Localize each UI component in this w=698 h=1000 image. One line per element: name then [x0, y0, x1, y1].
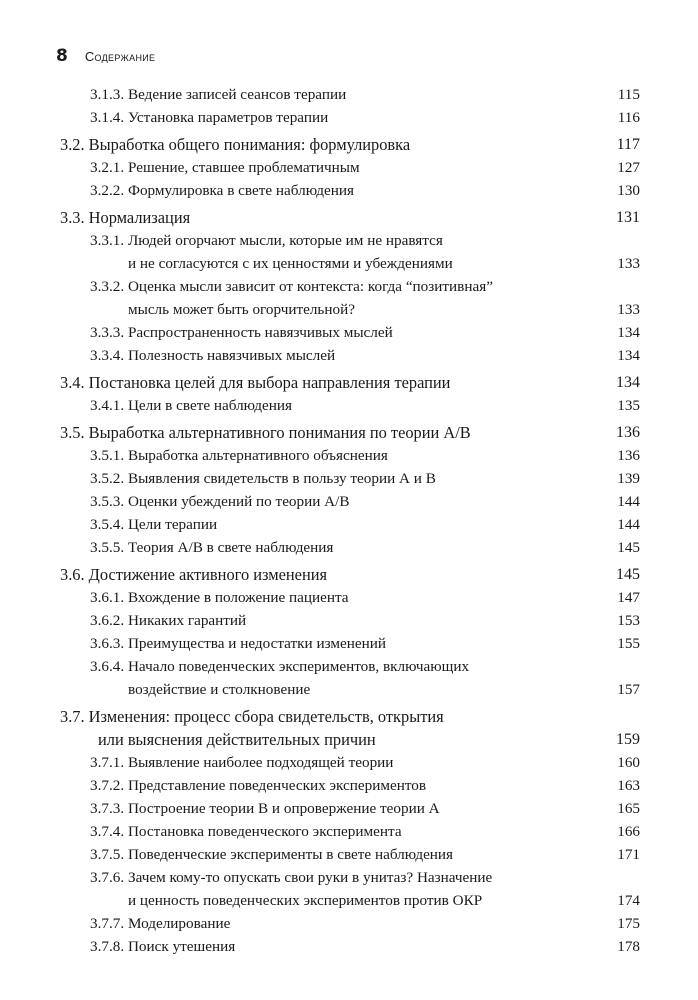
toc-entry-title-line: 3.3.2. Оценка мысли зависит от контекста: когда “позитивная”	[90, 278, 493, 295]
toc-page-number: 153	[617, 612, 640, 629]
toc-subsection-entry	[0, 321, 698, 344]
toc-section-entry	[0, 421, 698, 444]
table-of-contents	[0, 83, 698, 958]
toc-subsection-entry	[0, 866, 698, 912]
toc-page-number: 174	[617, 892, 640, 909]
toc-subsection-entry	[0, 935, 698, 958]
running-head	[56, 46, 155, 66]
toc-entry-title-line: 3.4.1. Цели в свете наблюдения	[90, 397, 292, 414]
toc-subsection-entry	[0, 797, 698, 820]
toc-page-number: 145	[616, 566, 640, 583]
toc-subsection-entry	[0, 513, 698, 536]
toc-entry-title-line: 3.7.5. Поведенческие эксперименты в свете наблюдения	[90, 846, 454, 863]
running-title: Содержание	[84, 49, 156, 64]
toc-entry-title-line: 3.7.2. Представление поведенческих экспериментов	[90, 777, 427, 794]
toc-entry-title-line: и не согласуются с их ценностями и убеждениями	[128, 255, 453, 272]
toc-page-number: 116	[617, 109, 640, 126]
toc-entry-title-line: 3.7. Изменения: процесс сбора свидетельств, открытия	[60, 707, 444, 726]
toc-page-number: 134	[617, 324, 640, 341]
toc-page-number: 175	[617, 915, 640, 932]
toc-page-number: 134	[617, 347, 640, 364]
toc-subsection-entry	[0, 83, 698, 106]
toc-entry-title-line: 3.5. Выработка альтернативного понимания по теории А/В	[60, 423, 471, 442]
toc-entry-title-line: 3.2.1. Решение, ставшее проблематичным	[90, 159, 360, 176]
toc-entry-title-line: 3.2. Выработка общего понимания: формулировка	[60, 135, 411, 154]
page-number: 8	[56, 46, 67, 66]
toc-entry-title-line: 3.7.1. Выявление наиболее подходящей теории	[90, 754, 394, 771]
toc-subsection-entry	[0, 490, 698, 513]
toc-subsection-entry	[0, 655, 698, 701]
toc-page-number: 133	[617, 301, 640, 318]
toc-page-number: 163	[617, 777, 640, 794]
toc-entry-title-line: 3.7.4. Постановка поведенческого эксперимента	[90, 823, 402, 840]
toc-page-number: 155	[617, 635, 640, 652]
toc-subsection-entry	[0, 179, 698, 202]
toc-page-number: 159	[616, 731, 640, 748]
toc-page-number: 130	[617, 182, 640, 199]
toc-entry-title-line: 3.6.1. Вхождение в положение пациента	[90, 589, 349, 606]
toc-subsection-entry	[0, 444, 698, 467]
toc-page-number: 139	[617, 470, 640, 487]
toc-page-number: 145	[617, 539, 640, 556]
toc-section-entry	[0, 206, 698, 229]
toc-entry-title-line: 3.6.2. Никаких гарантий	[90, 612, 247, 629]
toc-page-number: 166	[617, 823, 640, 840]
toc-page-number: 144	[617, 493, 640, 510]
toc-subsection-entry	[0, 820, 698, 843]
toc-entry-title-line: 3.7.7. Моделирование	[90, 915, 231, 932]
toc-subsection-entry	[0, 344, 698, 367]
toc-entry-title-line: 3.6.3. Преимущества и недостатки изменений	[90, 635, 386, 652]
toc-entry-title-line: 3.5.5. Теория А/В в свете наблюдения	[90, 539, 334, 556]
toc-entry-title-line: 3.6.4. Начало поведенческих экспериментов, включающих	[90, 658, 470, 675]
toc-section-entry	[0, 705, 698, 751]
toc-entry-title-line: 3.1.3. Ведение записей сеансов терапии	[90, 86, 347, 103]
toc-section-entry	[0, 133, 698, 156]
toc-entry-title-line: воздействие и столкновение	[128, 681, 311, 698]
toc-entry-title-line: 3.5.1. Выработка альтернативного объяснения	[90, 447, 388, 464]
toc-subsection-entry	[0, 229, 698, 275]
toc-subsection-entry	[0, 536, 698, 559]
toc-page-number: 144	[617, 516, 640, 533]
toc-page-number: 135	[617, 397, 640, 414]
toc-page-number: 127	[617, 159, 640, 176]
toc-entry-title-line: 3.5.2. Выявления свидетельств в пользу теории А и В	[90, 470, 436, 487]
toc-entry-title-line: 3.5.4. Цели терапии	[90, 516, 218, 533]
toc-subsection-entry	[0, 586, 698, 609]
toc-entry-title-line: 3.5.3. Оценки убеждений по теории А/В	[90, 493, 350, 510]
toc-page-number: 136	[616, 424, 640, 441]
toc-entry-title-line: 3.7.3. Построение теории В и опровержение теории А	[90, 800, 440, 817]
toc-entry-title-line: 3.7.6. Зачем кому-то опускать свои руки в унитаз? Назначение	[90, 869, 493, 886]
toc-entry-title-line: мысль может быть огорчительной?	[128, 301, 355, 318]
toc-subsection-entry	[0, 912, 698, 935]
toc-page-number: 160	[617, 754, 640, 771]
toc-subsection-entry	[0, 467, 698, 490]
toc-page-number: 157	[617, 681, 640, 698]
toc-section-entry	[0, 563, 698, 586]
toc-entry-title-line: 3.1.4. Установка параметров терапии	[90, 109, 329, 126]
toc-entry-title-line: 3.2.2. Формулировка в свете наблюдения	[90, 182, 354, 199]
toc-entry-title-line: 3.3.4. Полезность навязчивых мыслей	[90, 347, 336, 364]
toc-page-number: 133	[617, 255, 640, 272]
toc-subsection-entry	[0, 275, 698, 321]
toc-subsection-entry	[0, 394, 698, 417]
toc-subsection-entry	[0, 609, 698, 632]
toc-subsection-entry	[0, 632, 698, 655]
toc-subsection-entry	[0, 774, 698, 797]
toc-page-number: 178	[617, 938, 640, 955]
toc-page-number: 147	[617, 589, 640, 606]
toc-section-entry	[0, 371, 698, 394]
toc-page-number: 165	[617, 800, 640, 817]
toc-page-number: 134	[616, 374, 640, 391]
toc-entry-title-line: 3.4. Постановка целей для выбора направления терапии	[60, 373, 451, 392]
toc-entry-title-line: 3.3.3. Распространенность навязчивых мыслей	[90, 324, 393, 341]
toc-page-number: 115	[617, 86, 640, 103]
toc-page-number: 136	[617, 447, 640, 464]
toc-subsection-entry	[0, 156, 698, 179]
toc-entry-title-line: 3.3. Нормализация	[60, 208, 191, 227]
toc-entry-title-line: или выяснения действительных причин	[98, 730, 376, 749]
toc-page-number: 117	[616, 136, 640, 153]
toc-entry-title-line: 3.7.8. Поиск утешения	[90, 938, 236, 955]
toc-subsection-entry	[0, 843, 698, 866]
toc-entry-title-line: 3.6. Достижение активного изменения	[60, 565, 328, 584]
toc-page-number: 131	[616, 209, 640, 226]
toc-page-number: 171	[617, 846, 640, 863]
toc-subsection-entry	[0, 106, 698, 129]
toc-entry-title-line: и ценность поведенческих экспериментов против ОКР	[128, 892, 483, 909]
toc-entry-title-line: 3.3.1. Людей огорчают мысли, которые им не нравятся	[90, 232, 443, 249]
toc-subsection-entry	[0, 751, 698, 774]
